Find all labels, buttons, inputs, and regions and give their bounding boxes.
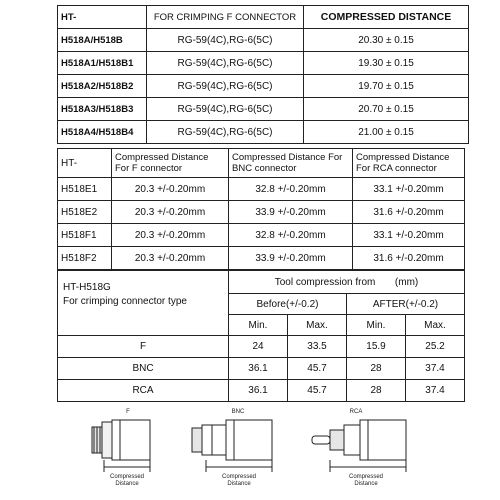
model-cell: H518E2 — [58, 201, 112, 224]
value-cell: 20.3 +/-0.20mm — [112, 201, 229, 224]
header-cell: COMPRESSED DISTANCE — [304, 6, 469, 29]
model-cell: H518A4/H518B4 — [58, 121, 147, 144]
header-cell: Compressed Distance For F connector — [112, 149, 229, 178]
distance-cell: 20.70 ± 0.15 — [304, 98, 469, 121]
value-cell: 32.8 +/-0.20mm — [229, 224, 353, 247]
table-row — [58, 121, 469, 144]
model-label: HT-H518G — [63, 282, 111, 293]
table-header-row — [58, 271, 465, 294]
table-row — [58, 380, 465, 402]
table-row — [58, 75, 469, 98]
bnc-caption-line2: Distance — [227, 481, 251, 487]
table-row — [58, 201, 465, 224]
cable-cell: RG-59(4C),RG-6(5C) — [147, 121, 304, 144]
model-cell: H518E1 — [58, 178, 112, 201]
model-header-cell — [58, 271, 229, 336]
value-cell: 32.8 +/-0.20mm — [229, 178, 353, 201]
header-cell: HT- — [58, 6, 147, 29]
header-cell: Compressed Distance For RCA connector — [353, 149, 465, 178]
value-cell: 24 — [229, 336, 288, 358]
f-connector-drawing — [92, 409, 150, 487]
table-header-row — [58, 149, 465, 178]
crimping-f-connector-table — [57, 5, 469, 144]
bnc-connector-drawing — [192, 409, 272, 487]
table-row — [58, 98, 469, 121]
value-cell: 28 — [347, 358, 406, 380]
table-row — [58, 336, 465, 358]
model-cell: H518A3/H518B3 — [58, 98, 147, 121]
model-cell: H518A/H518B — [58, 29, 147, 52]
value-cell: 36.1 — [229, 358, 288, 380]
cable-cell: RG-59(4C),RG-6(5C) — [147, 75, 304, 98]
table-header-row — [58, 6, 469, 29]
value-cell: 33.9 +/-0.20mm — [229, 247, 353, 270]
table-row — [58, 224, 465, 247]
value-cell: 20.3 +/-0.20mm — [112, 178, 229, 201]
model-cell: H518F2 — [58, 247, 112, 270]
bnc-caption-line1: Compressed — [221, 474, 257, 480]
after-header: AFTER(+/-0.2) — [347, 294, 465, 315]
value-cell: 33.9 +/-0.20mm — [229, 201, 353, 224]
f-caption-line2: Distance — [115, 481, 139, 487]
value-cell: 20.3 +/-0.20mm — [112, 224, 229, 247]
value-cell: 45.7 — [288, 380, 347, 402]
connector-cell: RCA — [58, 380, 229, 402]
value-cell: 37.4 — [406, 358, 465, 380]
cable-cell: RG-59(4C),RG-6(5C) — [147, 98, 304, 121]
min-header: Min. — [229, 315, 288, 336]
min-header: Min. — [347, 315, 406, 336]
connector-diagram — [0, 400, 500, 500]
distance-cell: 19.70 ± 0.15 — [304, 75, 469, 98]
value-cell: 31.6 +/-0.20mm — [353, 247, 465, 270]
value-cell: 33.1 +/-0.20mm — [353, 178, 465, 201]
value-cell: 31.6 +/-0.20mm — [353, 201, 465, 224]
rca-caption-line1: Compressed — [348, 474, 384, 480]
model-cell: H518A2/H518B2 — [58, 75, 147, 98]
cable-cell: RG-59(4C),RG-6(5C) — [147, 29, 304, 52]
table-row — [58, 52, 469, 75]
value-cell: 15.9 — [347, 336, 406, 358]
value-cell: 36.1 — [229, 380, 288, 402]
compressed-distance-table — [57, 148, 465, 270]
tool-compression-label: Tool compression from — [274, 276, 376, 288]
value-cell: 28 — [347, 380, 406, 402]
max-header: Max. — [406, 315, 465, 336]
value-cell: 45.7 — [288, 358, 347, 380]
value-cell: 37.4 — [406, 380, 465, 402]
bnc-label: BNC — [231, 409, 245, 415]
value-cell: 20.3 +/-0.20mm — [112, 247, 229, 270]
value-cell: 33.5 — [288, 336, 347, 358]
value-cell: 25.2 — [406, 336, 465, 358]
rca-caption-line2: Distance — [354, 481, 378, 487]
max-header: Max. — [288, 315, 347, 336]
cable-cell: RG-59(4C),RG-6(5C) — [147, 52, 304, 75]
connector-cell: BNC — [58, 358, 229, 380]
distance-cell: 19.30 ± 0.15 — [304, 52, 469, 75]
rca-connector-drawing — [312, 409, 406, 487]
table-row — [58, 358, 465, 380]
table-row — [58, 178, 465, 201]
f-label: F — [126, 409, 130, 415]
before-header: Before(+/-0.2) — [229, 294, 347, 315]
f-caption-line1: Compressed — [109, 474, 145, 480]
model-cell: H518A1/H518B1 — [58, 52, 147, 75]
tool-compression-header — [229, 271, 465, 294]
distance-cell: 20.30 ± 0.15 — [304, 29, 469, 52]
distance-cell: 21.00 ± 0.15 — [304, 121, 469, 144]
header-cell: Compressed Distance For BNC connector — [229, 149, 353, 178]
header-cell: HT- — [58, 149, 112, 178]
unit-label: (mm) — [394, 276, 419, 288]
rca-label: RCA — [349, 409, 363, 415]
table-row — [58, 247, 465, 270]
value-cell: 33.1 +/-0.20mm — [353, 224, 465, 247]
tool-compression-table — [57, 270, 465, 402]
header-cell: FOR CRIMPING F CONNECTOR — [147, 6, 304, 29]
connector-cell: F — [58, 336, 229, 358]
table-row — [58, 29, 469, 52]
model-cell: H518F1 — [58, 224, 112, 247]
connector-type-label: For crimping connector type — [63, 296, 187, 307]
